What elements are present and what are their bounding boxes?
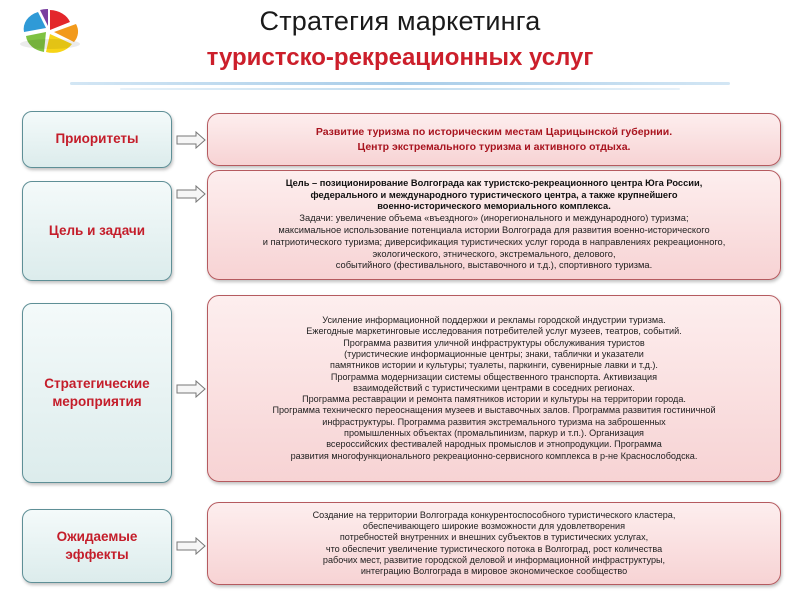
activity-line: промышленных объектах (промальпинизм, паркур и т.п.). Организация — [344, 428, 644, 439]
task-line: экологического, этнического, экстремального, делового, — [372, 248, 616, 259]
strategic-activities-content — [207, 295, 781, 482]
effect-line: интеграцию Волгограда в мировое экономическое сообщество — [360, 566, 628, 577]
effect-line: потребностей внутренних и внешних субъектов в туристических услугах, — [339, 532, 649, 543]
activity-line: Программа техническго переоснащения музеев и выставочных залов. Программа развития гостиничной — [272, 405, 716, 416]
task-line: и патриотического туризма; диверсификация туристических услуг города в направлениях рекреационного, — [262, 236, 726, 247]
label-expected-effects: Ожидаемые эффекты — [22, 509, 172, 583]
arrow-right-icon — [176, 380, 206, 398]
priority-line: Развитие туризма по историческим местам Царицынской губернии. — [315, 125, 673, 138]
goal-line: Цель – позиционирование Волгограда как туристско-рекреационного центра Юга России, — [285, 177, 703, 188]
title-divider-secondary — [120, 88, 680, 90]
activity-line: Усиление информационной поддержки и рекламы городской индустрии туризма. — [322, 315, 666, 326]
task-line: событийного (фестивального, выставочного и т.д.), спортивного туризма. — [335, 260, 653, 271]
arrow-right-icon — [176, 131, 206, 149]
label-strategic-activities: Стратегические мероприятия — [22, 303, 172, 483]
goal-line: федерального и международного туристического центра, а также крупнейшего — [310, 189, 678, 200]
task-line: Задачи: увеличение объема «въездного» (инорегионального и международного) туризма; — [299, 213, 689, 224]
goal-line: военно-исторического мемориального комплекса. — [377, 201, 611, 212]
task-line: максимальное использование потенциала истории Волгограда для развития военно-исторического — [278, 225, 710, 235]
title-divider — [70, 82, 730, 85]
activity-line: инфраструктуры. Программа развития экстремального туризма на заброшенных — [322, 416, 666, 427]
effect-line: Создание на территории Волгограда конкурентоспособного туристического кластера, — [312, 509, 676, 520]
label-priorities: Приоритеты — [22, 111, 172, 168]
priority-line: Центр экстремального туризма и активного отдыха. — [357, 140, 631, 153]
activity-line: памятников истории и культуры; туалеты, паркинги, сувенирные лавки и т.д.). — [330, 360, 658, 371]
activity-line: Программа реставрации и ремонта памятников истории и культуры на территории города. — [302, 394, 686, 405]
page-title: Стратегия маркетинга — [259, 6, 541, 36]
activity-line: развития многофункционального рекреационно-сервисного комплекса в р-не Краснослободска. — [290, 450, 698, 461]
label-goals-tasks: Цель и задачи — [22, 181, 172, 281]
effect-line: что обеспечит увеличение туристического потока в Волгоград, рост количества — [325, 543, 663, 554]
effect-line: обеспечивающего широкие возможности для удовлетворения — [362, 520, 626, 531]
goals-tasks-content — [207, 170, 781, 280]
expected-effects-content — [207, 502, 781, 585]
activity-line: Ежегодные маркетинговые исследования потребителей услуг музеев, театров, событий. — [306, 326, 682, 337]
activity-line: (туристические информационные центры; знаки, таблички и указатели — [344, 348, 644, 359]
effect-line: рабочих мест, развитие городской деловой и информационной инфраструктуры, — [322, 554, 666, 565]
activity-line: Программа модернизации системы общественного транспорта. Активизация — [330, 371, 658, 382]
activity-line: взаимодействий с туристическими центрами в соседних регионах. — [353, 382, 635, 393]
page-subtitle: туристско-рекреационных услуг — [206, 44, 594, 71]
arrow-right-icon — [176, 537, 206, 555]
activity-line: Программа развития уличной инфраструктуры обслуживания туристов — [343, 337, 645, 348]
arrow-right-icon — [176, 185, 206, 203]
activity-line: всероссийских фестивалей народных промыслов и этнопродукции. Программа — [326, 439, 662, 450]
priorities-content — [207, 113, 781, 166]
